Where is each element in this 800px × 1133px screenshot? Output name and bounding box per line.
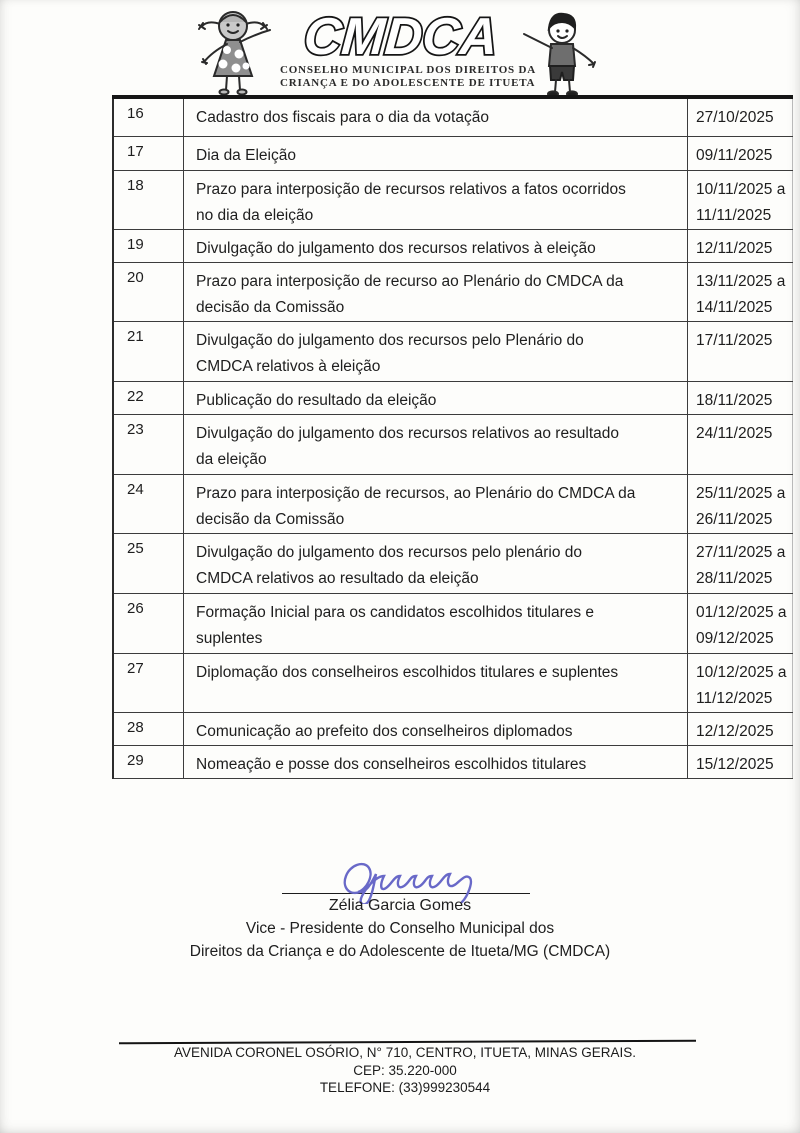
table-row xyxy=(113,136,793,170)
table-row xyxy=(113,653,793,712)
row-number: 29 xyxy=(113,745,184,778)
girl-figure-icon xyxy=(190,6,290,98)
row-number: 27 xyxy=(113,653,184,712)
footer-phone: TELEFONE: (33)999230544 xyxy=(319,1080,491,1095)
row-activity: Nomeação e posse dos conselheiros escolhidos titulares xyxy=(184,745,688,778)
row-date: 01/12/2025 a 09/12/2025 xyxy=(696,603,787,647)
row-date: 09/11/2025 xyxy=(696,146,773,164)
row-activity: Publicação do resultado da eleição xyxy=(184,381,688,414)
cmdca-logo-text xyxy=(278,6,528,70)
signatory-name: Zélia Garcia Gomes xyxy=(328,897,472,914)
table-row xyxy=(113,229,793,262)
election-schedule-table xyxy=(112,95,793,779)
row-number: 26 xyxy=(113,593,184,653)
row-activity: Dia da Eleição xyxy=(184,136,688,170)
org-subtitle-line1: CONSELHO MUNICIPAL DOS DIREITOS DA xyxy=(280,64,537,76)
row-date: 12/12/2025 xyxy=(696,722,774,740)
table-row xyxy=(113,170,793,229)
row-number: 18 xyxy=(113,170,184,229)
table-row xyxy=(113,745,793,778)
row-activity: Prazo para interposição de recursos, ao Plenário do CMDCA da decisão da Comissão xyxy=(184,474,688,533)
table-row xyxy=(113,593,793,653)
row-date: 18/11/2025 xyxy=(696,391,773,409)
table-row xyxy=(113,712,793,745)
table-row xyxy=(113,321,793,381)
row-date: 17/11/2025 xyxy=(696,331,773,349)
signatory-role-line1: Vice - Presidente do Conselho Municipal dos xyxy=(245,920,555,937)
row-number: 25 xyxy=(113,533,184,593)
row-date: 27/10/2025 xyxy=(696,109,774,126)
row-activity: Comunicação ao prefeito dos conselheiros diplomados xyxy=(184,712,688,745)
row-activity: Divulgação do julgamento dos recursos pelo plenário do CMDCA relativos ao resultado da eleição xyxy=(184,533,688,593)
boy-figure-icon xyxy=(518,8,604,98)
row-number: 21 xyxy=(113,321,184,381)
row-activity: Cadastro dos fiscais para o dia da votação xyxy=(184,97,688,136)
table-row xyxy=(113,381,793,414)
row-activity: Prazo para interposição de recurso ao Plenário do CMDCA da decisão da Comissão xyxy=(184,262,688,321)
org-subtitle-line2: CRIANÇA E DO ADOLESCENTE DE ITUETA xyxy=(280,76,536,89)
signatory-role-line2: Direitos da Criança e do Adolescente de Itueta/MG (CMDCA) xyxy=(189,943,611,960)
row-activity: Prazo para interposição de recursos relativos a fatos ocorridos no dia da eleição xyxy=(184,170,688,229)
table-row xyxy=(113,97,793,136)
header-logo xyxy=(0,0,800,96)
row-date: 10/12/2025 a 11/12/2025 xyxy=(696,663,787,707)
org-subtitle xyxy=(280,64,537,89)
row-date: 15/12/2025 xyxy=(696,755,774,773)
row-number: 17 xyxy=(113,136,184,170)
svg-text:CMDCA: CMDCA xyxy=(302,8,500,66)
row-number: 28 xyxy=(113,712,184,745)
row-date: 13/11/2025 a 14/11/2025 xyxy=(696,272,786,316)
row-number: 16 xyxy=(113,97,184,136)
row-activity: Formação Inicial para os candidatos escolhidos titulares e suplentes xyxy=(184,593,688,653)
row-activity: Divulgação do julgamento dos recursos relativos à eleição xyxy=(184,229,688,262)
row-date: 25/11/2025 a 26/11/2025 xyxy=(696,484,786,528)
table-row xyxy=(113,414,793,474)
row-number: 23 xyxy=(113,414,184,474)
footer-cep: CEP: 35.220-000 xyxy=(353,1063,457,1078)
table-row xyxy=(113,474,793,533)
footer-address: AVENIDA CORONEL OSÓRIO, N° 710, CENTRO, ITUETA, MINAS GERAIS. xyxy=(174,1045,636,1060)
footer-divider xyxy=(119,1040,696,1045)
row-number: 20 xyxy=(113,262,184,321)
row-date: 27/11/2025 a 28/11/2025 xyxy=(696,543,786,587)
table-row xyxy=(113,262,793,321)
row-activity: Diplomação dos conselheiros escolhidos titulares e suplentes xyxy=(184,653,688,712)
row-number: 22 xyxy=(113,381,184,414)
row-activity: Divulgação do julgamento dos recursos relativos ao resultado da eleição xyxy=(184,414,688,474)
row-date: 24/11/2025 xyxy=(696,424,773,442)
row-number: 24 xyxy=(113,474,184,533)
row-date: 12/11/2025 xyxy=(696,239,773,257)
table-row xyxy=(113,533,793,593)
row-number: 19 xyxy=(113,229,184,262)
row-activity: Divulgação do julgamento dos recursos pelo Plenário do CMDCA relativos à eleição xyxy=(184,321,688,381)
schedule-table-body xyxy=(113,97,793,778)
row-date: 10/11/2025 a 11/11/2025 xyxy=(696,180,786,224)
